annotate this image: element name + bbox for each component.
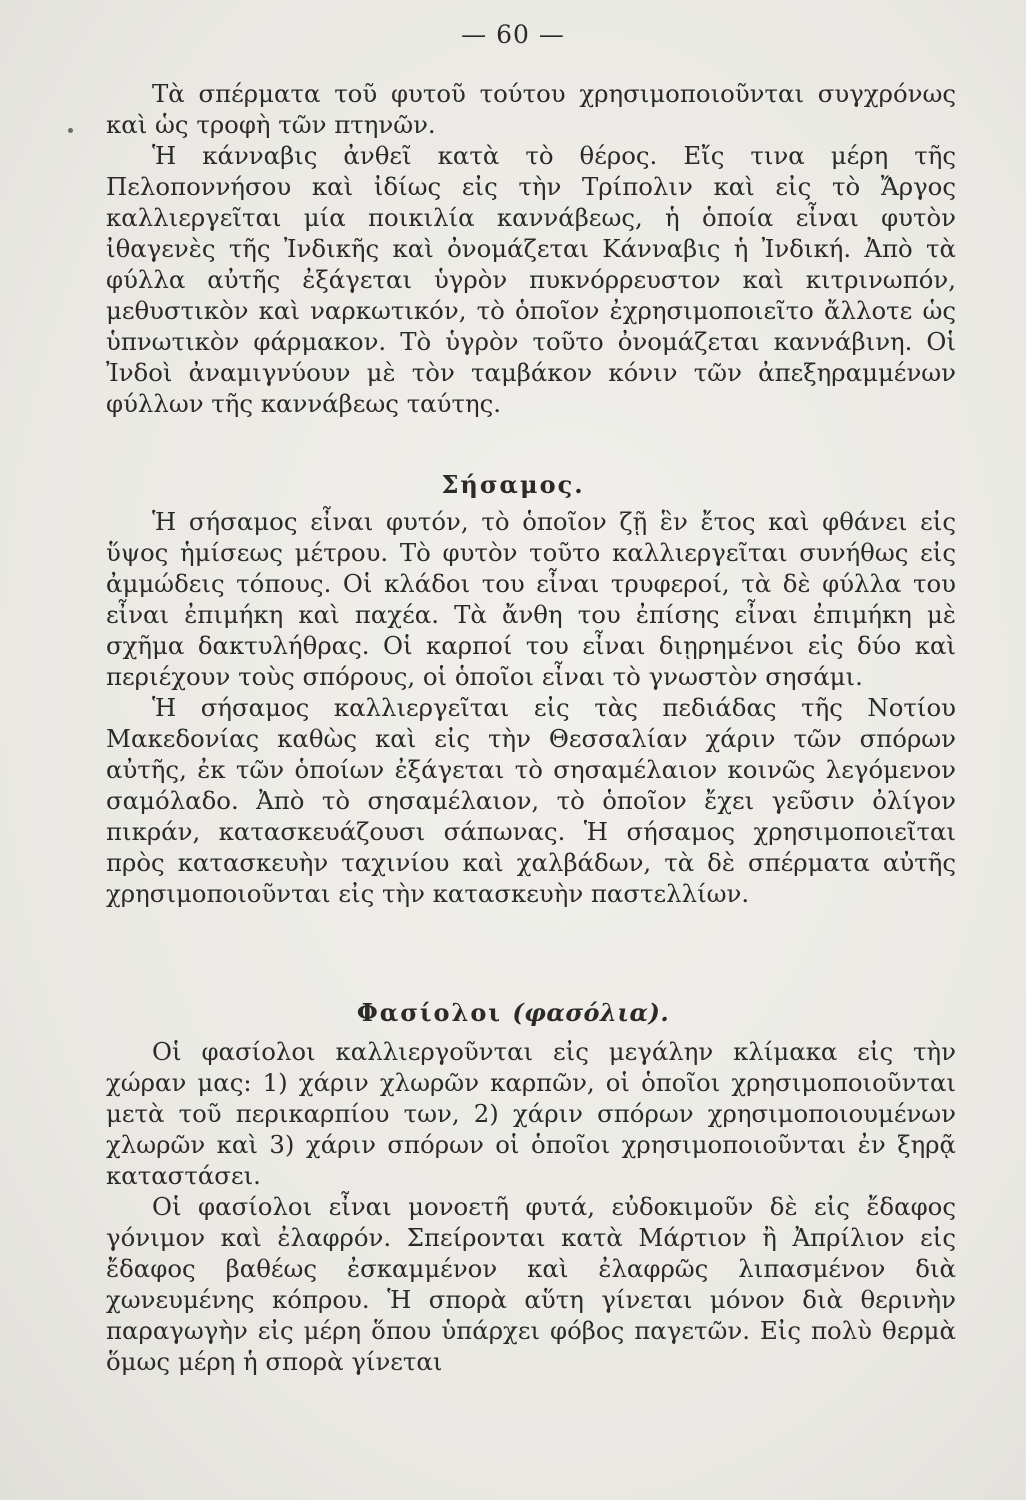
- paragraph: Ἡ σήσαμος εἶναι φυτόν, τὸ ὁποῖον ζῇ ἓν ἔτος καὶ φθάνει εἰς ὕψος ἡμίσεως μέτρου. Τὸ φυτὸν τοῦτο καλλιεργεῖται συνήθως εἰς ἀμμώδεις τόπους. Οἱ κλάδοι του εἶναι τρυφεροί, τὰ δὲ φύλλα του εἶναι ἐπιμήκη καὶ παχέα. Τὰ ἄνθη του ἐπίσης εἶναι ἐπιμήκη μὲ σχῆμα δακτυλήθρας. Οἱ καρποί του εἶναι διῃρημένοι εἰς δύο καὶ περιέχουν τοὺς σπόρους, οἱ ὁποῖοι εἶναι τὸ γνωστὸν σησάμι.: [106, 507, 956, 691]
- heading-text: Φασίολοι: [356, 998, 502, 1027]
- paragraph: Ἡ σήσαμος καλλιεργεῖται εἰς τὰς πεδιάδας τῆς Νοτίου Μακεδονίας καθὼς καὶ εἰς τὴν Θεσσαλίαν χάριν τῶν σπόρων αὐτῆς, ἐκ τῶν ὁποίων ἐξάγεται τὸ σησαμέλαιον κοινῶς λεγόμενον σαμόλαδο. Ἀπὸ τὸ σησαμέλαιον, τὸ ὁποῖον ἔχει γεῦσιν ὀλίγον πικράν, κατασκευάζουσι σάπωνας. Ἡ σήσαμος χρησιμοποιεῖται πρὸς κατασκευὴν ταχινίου καὶ χαλβάδων, τὰ δὲ σπέρματα αὐτῆς χρησιμοποιοῦνται εἰς τὴν κατασκευὴν παστελλίων.: [106, 693, 956, 908]
- heading-subtitle: (φασόλια).: [512, 998, 670, 1027]
- paragraph: Ἡ κάνναβις ἀνθεῖ κατὰ τὸ θέρος. Εἴς τινα μέρη τῆς Πελοποννήσου καὶ ἰδίως εἰς τὴν Τρίπολιν καὶ εἰς τὸ Ἄργος καλλιεργεῖται μία ποικιλία καννάβεως, ἡ ὁποία εἶναι φυτὸν ἰθαγενὲς τῆς Ἰνδικῆς καὶ ὀνομάζεται Κάνναβις ἡ Ἰνδική. Ἀπὸ τὰ φύλλα αὐτῆς ἐξάγεται ὑγρὸν πυκνόρρευστον καὶ κιτρινωπόν, μεθυστικὸν καὶ ναρκωτικόν, τὸ ὁποῖον ἐχρησιμοποιεῖτο ἄλλοτε ὡς ὑπνωτικὸν φάρμακον. Τὸ ὑγρὸν τοῦτο ὀνομάζεται καννάβινη. Οἱ Ἰνδοὶ ἀναμιγνύουν μὲ τὸν ταμβάκον κόνιν τῶν ἀπεξηραμμένων φύλλων τῆς καννάβεως ταύτης.: [106, 141, 956, 418]
- sesame-text: [106, 506, 956, 909]
- page-number: — 60 —: [461, 20, 565, 49]
- heading-text: Σήσαμος.: [441, 470, 585, 499]
- ink-speck: [68, 128, 73, 133]
- beans-text: [106, 1036, 956, 1377]
- intro-text: [106, 78, 956, 419]
- paragraph: Οἱ φασίολοι καλλιεργοῦνται εἰς μεγάλην κλίμακα εἰς τὴν χώραν μας: 1) χάριν χλωρῶν καρπῶν, οἱ ὁποῖοι χρησιμοποιοῦνται μετὰ τοῦ περικαρπίου των, 2) χάριν σπόρων χρησιμοποιουμένων χλωρῶν καὶ 3) χάριν σπόρων οἱ ὁποῖοι χρησιμοποιοῦνται ἐν ξηρᾷ καταστάσει.: [106, 1037, 956, 1190]
- paragraph: Τὰ σπέρματα τοῦ φυτοῦ τούτου χρησιμοποιοῦνται συγχρόνως καὶ ὡς τροφὴ τῶν πτηνῶν.: [106, 79, 956, 139]
- section-heading-beans: [0, 998, 1026, 1027]
- paragraph: Οἱ φασίολοι εἶναι μονοετῆ φυτά, εὐδοκιμοῦν δὲ εἰς ἔδαφος γόνιμον καὶ ἐλαφρόν. Σπείρονται κατὰ Μάρτιον ἢ Ἀπρίλιον εἰς ἔδαφος βαθέως ἐσκαμμένον καὶ ἐλαφρῶς λιπασμένον διὰ χωνευμένης κόπρου. Ἡ σπορὰ αὕτη γίνεται μόνον διὰ θερινὴν παραγωγὴν εἰς μέρη ὅπου ὑπάρχει φόβος παγετῶν. Εἰς πολὺ θερμὰ ὅμως μέρη ἡ σπορὰ γίνεται: [106, 1192, 956, 1376]
- section-heading-sesame: [0, 470, 1026, 499]
